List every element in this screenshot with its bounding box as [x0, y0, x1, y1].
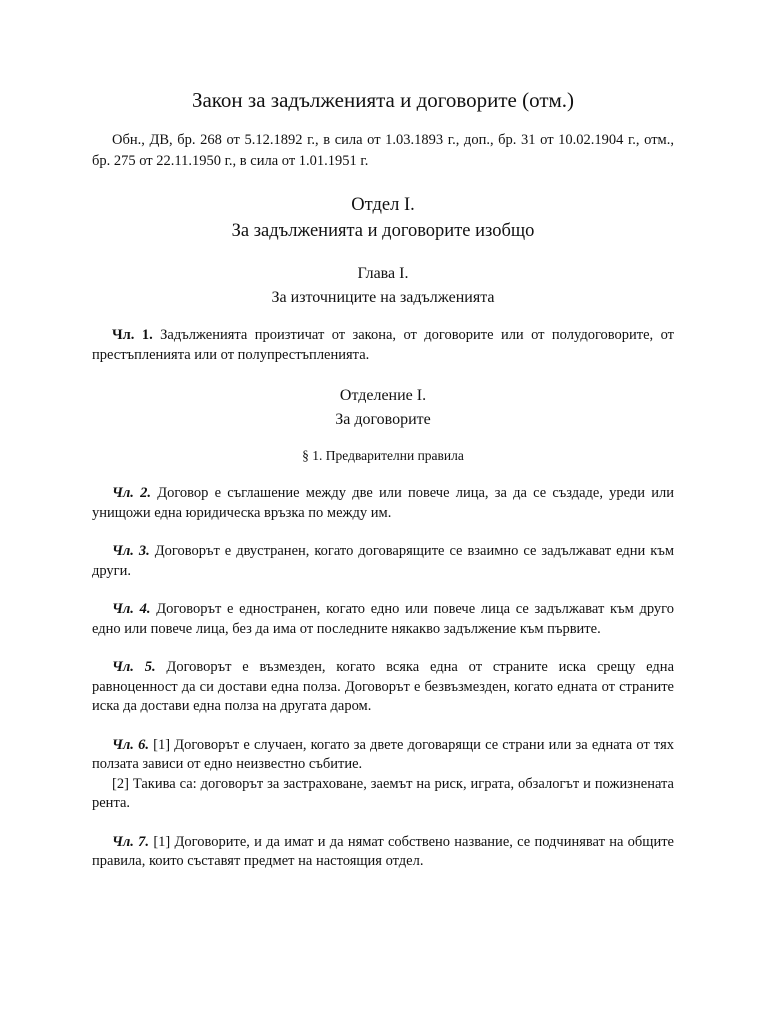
chapter-number: Глава I. — [357, 265, 409, 282]
article-4-paragraph — [92, 600, 674, 639]
article-6-paragraph — [92, 736, 674, 775]
article-3 — [92, 542, 674, 581]
article-3-paragraph — [92, 542, 674, 581]
article-7-paragraph — [92, 833, 674, 872]
article-7 — [92, 833, 674, 872]
article-3-label: Чл. 3. — [112, 543, 150, 559]
article-1-text: Задълженията произтичат от закона, от договорите или от полудоговорите, от престъпленията или от полупрестъпленията. — [92, 327, 674, 363]
section-heading — [92, 192, 674, 244]
article-2-text: Договор е съглашение между две или повече лица, за да се създаде, уреди или унищожи една юридическа връзка по между им. — [92, 485, 675, 521]
article-4-text: Договорът е едностранен, когато едно или повече лица се задължават към друго едно или повече лица, без да има от последните някакво задължение към първите. — [92, 601, 675, 637]
subdivision-number: Отделение I. — [339, 387, 427, 404]
article-6 — [92, 736, 674, 814]
article-4 — [92, 600, 674, 639]
article-6-text: [2] Такива са: договорът за застраховане, заемът на риск, играта, обзалогът и пожизнената рента. — [92, 775, 674, 811]
article-6-paragraph — [92, 775, 674, 814]
article-6-text: [1] Договорът е случаен, когато за двете договарящи се страни или за едната от тях ползата зависи от едно неизвестно събитие. — [92, 736, 675, 772]
article-5-text: Договорът е възмезден, когато всяка една от страните иска срещу една равноценност да си достави една полза. Договорът е безвъзмезден, когато едната от страните иска да достави една полза на другата даром. — [92, 659, 675, 714]
articles-list — [92, 484, 674, 872]
law-title: Закон за задълженията и договорите (отм.) — [191, 88, 575, 112]
article-2-paragraph — [92, 484, 674, 523]
subdivision-heading — [92, 384, 674, 432]
article-1-label: Чл. 1. — [112, 327, 153, 343]
article-7-label: Чл. 7. — [112, 833, 150, 850]
article-5-paragraph — [92, 658, 674, 717]
subdivision-title: За договорите — [335, 411, 431, 428]
paragraph-heading: § 1. Предварителни правила — [302, 448, 464, 463]
article-2 — [92, 484, 674, 523]
chapter-heading — [92, 262, 674, 310]
section-number: Отдел I. — [351, 195, 415, 215]
section-title: За задълженията и договорите изобщо — [231, 221, 535, 241]
article-6-label: Чл. 6. — [112, 736, 149, 753]
publication-info: Обн., ДВ, бр. 268 от 5.12.1892 г., в сила от 1.03.1893 г., доп., бр. 31 от 10.02.1904 г., отм., бр. 275 от 22.11.1950 г., в сила от 1.01.1951 г. — [92, 132, 674, 169]
article-7-text: [1] Договорите, и да имат и да нямат собствено название, се подчиняват на общите правила, които съставят предмет на настоящия отдел. — [92, 833, 674, 869]
article-3-text: Договорът е двустранен, когато договарящите се взаимно се задължават едни към други. — [92, 543, 675, 579]
article-5-label: Чл. 5. — [112, 659, 156, 675]
chapter-title: За източниците на задълженията — [271, 289, 495, 306]
article-1 — [92, 326, 674, 365]
article-4-label: Чл. 4. — [112, 601, 151, 617]
article-2-label: Чл. 2. — [112, 485, 151, 501]
article-5 — [92, 658, 674, 717]
article-1-paragraph — [92, 326, 674, 365]
